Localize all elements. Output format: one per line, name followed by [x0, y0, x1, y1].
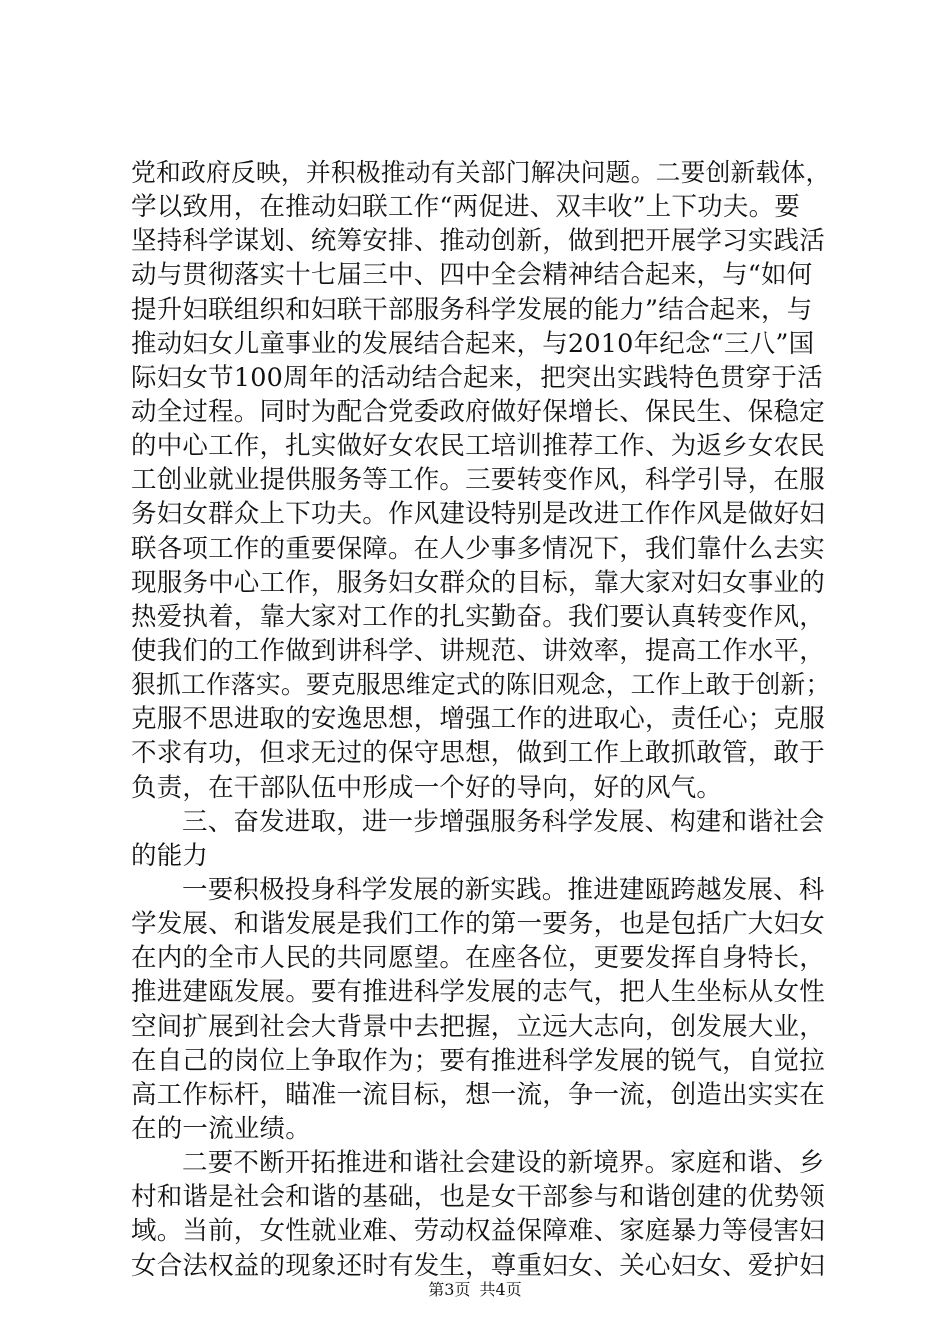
- text-line: 的中心工作，扎实做好女农民工培训推荐工作、为返乡女农民: [131, 431, 825, 462]
- text-line: 务妇女群众上下功夫。作风建设特别是改进工作作风是做好妇: [131, 499, 825, 530]
- section-heading-continued: 的能力: [131, 840, 209, 871]
- text-line: 动全过程。同时为配合党委政府做好保增长、保民生、保稳定: [131, 396, 825, 427]
- text-line: 现服务中心工作，服务妇女群众的目标，靠大家对妇女事业的: [131, 567, 825, 598]
- text-line: 工创业就业提供服务等工作。三要转变作风，科学引导，在服: [131, 465, 825, 496]
- text-line: 党和政府反映，并积极推动有关部门解决问题。二要创新载体，: [131, 158, 831, 187]
- page-total: 共4页: [479, 1280, 522, 1299]
- text-line: 学以致用，在推动妇联工作“两促进、双丰收”上下功夫。要: [131, 192, 800, 223]
- text-line: 不求有功，但求无过的保守思想，做到工作上敢抓敢管，敢于: [131, 738, 825, 769]
- text-line: 村和谐是社会和谐的基础，也是女干部参与和谐创建的优势领: [131, 1182, 825, 1213]
- document-body: [131, 156, 831, 1283]
- text-line: 高工作标杆，瞄准一流目标，想一流，争一流，创造出实实在: [131, 1079, 825, 1110]
- text-line: 际妇女节100周年的活动结合起来，把突出实践特色贯穿于活: [131, 362, 823, 393]
- paragraph-start: 一要积极投身科学发展的新实践。推进建瓯跨越发展、科: [182, 874, 825, 905]
- text-line: 女合法权益的现象还时有发生，尊重妇女、关心妇女、爱护妇: [131, 1250, 825, 1281]
- text-line: 提升妇联组织和妇联干部服务科学发展的能力”结合起来，与: [131, 294, 813, 325]
- section-heading: 三、奋发进取，进一步增强服务科学发展、构建和谐社会: [182, 806, 825, 837]
- text-line: 联各项工作的重要保障。在人少事多情况下，我们靠什么去实: [131, 533, 825, 564]
- text-line: 热爱执着，靠大家对工作的扎实勤奋。我们要认真转变作风，: [131, 601, 825, 632]
- text-line: 动与贯彻落实十七届三中、四中全会精神结合起来，与“如何: [131, 260, 813, 291]
- text-line: 坚持科学谋划、统筹安排、推动创新，做到把开展学习实践活: [131, 226, 825, 257]
- page-number: 第3页: [428, 1280, 471, 1299]
- text-line: 空间扩展到社会大背景中去把握，立远大志向，创发展大业，: [131, 1011, 825, 1042]
- text-line: 克服不思进取的安逸思想，增强工作的进取心，责任心；克服: [131, 704, 825, 735]
- text-line: 在内的全市人民的共同愿望。在座各位，更要发挥自身特长，: [131, 943, 825, 974]
- paragraph-start: 二要不断开拓推进和谐社会建设的新境界。家庭和谐、乡: [182, 1148, 825, 1179]
- text-line: 负责，在干部队伍中形成一个好的导向，好的风气。: [131, 772, 723, 803]
- text-line: 学发展、和谐发展是我们工作的第一要务，也是包括广大妇女: [131, 909, 825, 940]
- text-line: 狠抓工作落实。要克服思维定式的陈旧观念，工作上敢于创新；: [131, 670, 831, 700]
- text-line: 在的一流业绩。: [131, 1113, 311, 1144]
- text-line: 使我们的工作做到讲科学、讲规范、讲效率，提高工作水平，: [131, 635, 825, 666]
- page-footer: [0, 1280, 950, 1300]
- text-line: 推进建瓯发展。要有推进科学发展的志气，把人生坐标从女性: [131, 977, 825, 1008]
- text-line: 域。当前，女性就业难、劳动权益保障难、家庭暴力等侵害妇: [131, 1216, 825, 1247]
- text-line: 在自己的岗位上争取作为；要有推进科学发展的锐气，自觉拉: [131, 1045, 825, 1076]
- text-line: 推动妇女儿童事业的发展结合起来，与2010年纪念“三八”国: [131, 328, 815, 359]
